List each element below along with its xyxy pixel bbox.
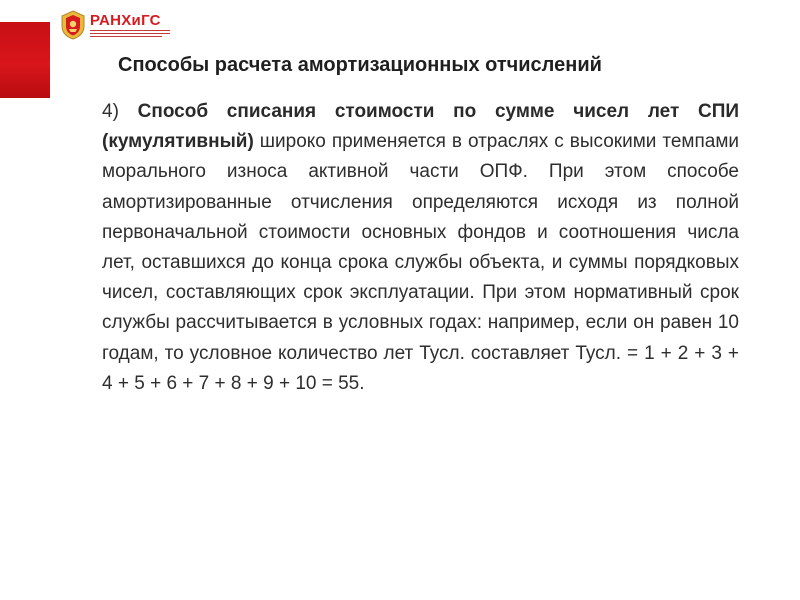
ranepa-logo [60, 8, 200, 42]
logo-subtitle-lines [90, 30, 170, 37]
slide-title: Способы расчета амортизационных отчислений [118, 54, 602, 76]
paragraph-text: широко применяется в отраслях с высокими темпами морального износа активной части ОПФ. При этом способе амортизированные отчисления определяются исходя из полной первоначальной стоимости основных фондов и соотношения числа лет, оставшихся до конца срока службы объекта, и суммы порядковых чисел, составляющих срок эксплуатации. При этом нормативный срок службы рассчитывается в условных годах: например, если он равен 10 годам, то условное количество лет Тусл. составляет Тусл. = 1 + 2 + 3 + 4 + 5 + 6 + 7 + 8 + 9 + 10 = 55. [102, 131, 739, 394]
paragraph-number: 4) [102, 101, 119, 122]
slide-paragraph [102, 97, 739, 399]
logo-text: РАНХиГС [90, 12, 161, 29]
paragraph-bold-lead: Способ списания стоимости по сумме чисел лет СПИ (кумулятивный) [102, 101, 740, 153]
emblem-icon [60, 10, 86, 40]
red-accent-bar [0, 22, 50, 98]
